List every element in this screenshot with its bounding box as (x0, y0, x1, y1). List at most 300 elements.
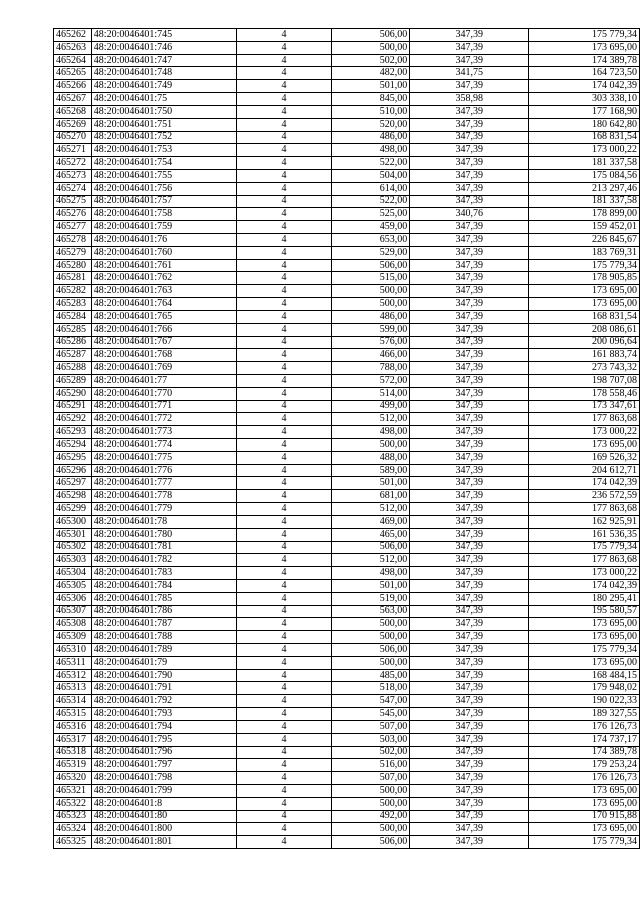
value-cell: 183 769,31 (529, 246, 640, 259)
cadastral-number-cell: 48:20:0046401:75 (91, 93, 237, 106)
cadastral-number-cell: 48:20:0046401:770 (91, 387, 237, 400)
rate-cell: 347,39 (410, 797, 529, 810)
table-row (54, 400, 640, 413)
group-cell: 4 (237, 515, 331, 528)
rate-cell: 347,39 (410, 413, 529, 426)
area-cell: 514,00 (331, 387, 410, 400)
value-cell: 174 737,17 (529, 733, 640, 746)
table-row (54, 67, 640, 80)
group-cell: 4 (237, 592, 331, 605)
table-row (54, 195, 640, 208)
table-row (54, 336, 640, 349)
cadastral-number-cell: 48:20:0046401:755 (91, 169, 237, 182)
cadastral-number-cell: 48:20:0046401:762 (91, 272, 237, 285)
area-cell: 510,00 (331, 105, 410, 118)
cadastral-number-cell: 48:20:0046401:776 (91, 464, 237, 477)
table-row (54, 144, 640, 157)
table-row (54, 310, 640, 323)
row-id-cell: 465283 (54, 298, 92, 311)
group-cell: 4 (237, 285, 331, 298)
rate-cell: 347,39 (410, 157, 529, 170)
rate-cell: 347,39 (410, 515, 529, 528)
cadastral-number-cell: 48:20:0046401:763 (91, 285, 237, 298)
group-cell: 4 (237, 349, 331, 362)
cadastral-number-cell: 48:20:0046401:764 (91, 298, 237, 311)
table-row (54, 41, 640, 54)
value-cell: 180 642,80 (529, 118, 640, 131)
table-row (54, 259, 640, 272)
row-id-cell: 465277 (54, 221, 92, 234)
row-id-cell: 465294 (54, 439, 92, 452)
row-id-cell: 465292 (54, 413, 92, 426)
value-cell: 204 612,71 (529, 464, 640, 477)
value-cell: 174 389,78 (529, 746, 640, 759)
group-cell: 4 (237, 387, 331, 400)
area-cell: 498,00 (331, 144, 410, 157)
row-id-cell: 465264 (54, 54, 92, 67)
rate-cell: 347,39 (410, 836, 529, 849)
area-cell: 515,00 (331, 272, 410, 285)
row-id-cell: 465262 (54, 29, 92, 42)
group-cell: 4 (237, 836, 331, 849)
value-cell: 180 295,41 (529, 592, 640, 605)
cadastral-number-cell: 48:20:0046401:797 (91, 759, 237, 772)
group-cell: 4 (237, 105, 331, 118)
cadastral-number-cell: 48:20:0046401:749 (91, 80, 237, 93)
cadastral-number-cell: 48:20:0046401:760 (91, 246, 237, 259)
row-id-cell: 465287 (54, 349, 92, 362)
area-cell: 498,00 (331, 567, 410, 580)
table-row (54, 477, 640, 490)
row-id-cell: 465299 (54, 503, 92, 516)
table-row (54, 733, 640, 746)
table-row (54, 682, 640, 695)
row-id-cell: 465304 (54, 567, 92, 580)
rate-cell: 347,39 (410, 131, 529, 144)
value-cell: 173 695,00 (529, 285, 640, 298)
group-cell: 4 (237, 234, 331, 247)
group-cell: 4 (237, 41, 331, 54)
rate-cell: 347,39 (410, 80, 529, 93)
table-row (54, 118, 640, 131)
row-id-cell: 465270 (54, 131, 92, 144)
cadastral-number-cell: 48:20:0046401:786 (91, 605, 237, 618)
row-id-cell: 465269 (54, 118, 92, 131)
cadastral-number-cell: 48:20:0046401:790 (91, 669, 237, 682)
group-cell: 4 (237, 823, 331, 836)
row-id-cell: 465322 (54, 797, 92, 810)
row-id-cell: 465321 (54, 784, 92, 797)
cadastral-number-cell: 48:20:0046401:756 (91, 182, 237, 195)
area-cell: 500,00 (331, 823, 410, 836)
cadastral-number-cell: 48:20:0046401:785 (91, 592, 237, 605)
area-cell: 459,00 (331, 221, 410, 234)
area-cell: 506,00 (331, 644, 410, 657)
rate-cell: 347,39 (410, 234, 529, 247)
area-cell: 499,00 (331, 400, 410, 413)
area-cell: 492,00 (331, 810, 410, 823)
group-cell: 4 (237, 323, 331, 336)
cadastral-number-cell: 48:20:0046401:80 (91, 810, 237, 823)
value-cell: 181 337,58 (529, 195, 640, 208)
group-cell: 4 (237, 400, 331, 413)
rate-cell: 347,39 (410, 695, 529, 708)
value-cell: 175 779,34 (529, 259, 640, 272)
value-cell: 161 883,74 (529, 349, 640, 362)
area-cell: 500,00 (331, 618, 410, 631)
rate-cell: 347,39 (410, 285, 529, 298)
cadastral-number-cell: 48:20:0046401:789 (91, 644, 237, 657)
rate-cell: 347,39 (410, 451, 529, 464)
cadastral-number-cell: 48:20:0046401:784 (91, 579, 237, 592)
area-cell: 506,00 (331, 836, 410, 849)
row-id-cell: 465309 (54, 631, 92, 644)
table-row (54, 579, 640, 592)
table-row (54, 720, 640, 733)
row-id-cell: 465301 (54, 528, 92, 541)
cadastral-number-cell: 48:20:0046401:779 (91, 503, 237, 516)
table-row (54, 387, 640, 400)
area-cell: 845,00 (331, 93, 410, 106)
table-row (54, 592, 640, 605)
group-cell: 4 (237, 567, 331, 580)
area-cell: 486,00 (331, 131, 410, 144)
area-cell: 500,00 (331, 439, 410, 452)
table-row (54, 80, 640, 93)
value-cell: 226 845,67 (529, 234, 640, 247)
rate-cell: 341,75 (410, 67, 529, 80)
rate-cell: 347,39 (410, 631, 529, 644)
table-row (54, 54, 640, 67)
rate-cell: 347,39 (410, 810, 529, 823)
group-cell: 4 (237, 759, 331, 772)
row-id-cell: 465323 (54, 810, 92, 823)
value-cell: 178 905,85 (529, 272, 640, 285)
cadastral-number-cell: 48:20:0046401:761 (91, 259, 237, 272)
value-cell: 175 779,34 (529, 541, 640, 554)
cadastral-number-cell: 48:20:0046401:777 (91, 477, 237, 490)
cadastral-number-cell: 48:20:0046401:795 (91, 733, 237, 746)
value-cell: 173 695,00 (529, 784, 640, 797)
table-row (54, 836, 640, 849)
value-cell: 173 000,22 (529, 567, 640, 580)
table-row (54, 439, 640, 452)
area-cell: 518,00 (331, 682, 410, 695)
table-row (54, 93, 640, 106)
row-id-cell: 465291 (54, 400, 92, 413)
row-id-cell: 465312 (54, 669, 92, 682)
value-cell: 173 695,00 (529, 797, 640, 810)
value-cell: 175 779,34 (529, 644, 640, 657)
rate-cell: 347,39 (410, 823, 529, 836)
area-cell: 522,00 (331, 157, 410, 170)
area-cell: 507,00 (331, 772, 410, 785)
table-row (54, 784, 640, 797)
rate-cell: 347,39 (410, 298, 529, 311)
cadastral-number-cell: 48:20:0046401:751 (91, 118, 237, 131)
rate-cell: 347,39 (410, 746, 529, 759)
cadastral-number-cell: 48:20:0046401:748 (91, 67, 237, 80)
area-cell: 466,00 (331, 349, 410, 362)
cadastral-number-cell: 48:20:0046401:79 (91, 656, 237, 669)
row-id-cell: 465300 (54, 515, 92, 528)
row-id-cell: 465284 (54, 310, 92, 323)
area-cell: 498,00 (331, 426, 410, 439)
group-cell: 4 (237, 541, 331, 554)
group-cell: 4 (237, 579, 331, 592)
value-cell: 208 086,61 (529, 323, 640, 336)
value-cell: 179 253,24 (529, 759, 640, 772)
value-cell: 200 096,64 (529, 336, 640, 349)
table-row (54, 234, 640, 247)
group-cell: 4 (237, 221, 331, 234)
row-id-cell: 465271 (54, 144, 92, 157)
cadastral-number-cell: 48:20:0046401:759 (91, 221, 237, 234)
row-id-cell: 465268 (54, 105, 92, 118)
row-id-cell: 465279 (54, 246, 92, 259)
group-cell: 4 (237, 669, 331, 682)
group-cell: 4 (237, 426, 331, 439)
row-id-cell: 465273 (54, 169, 92, 182)
area-cell: 500,00 (331, 784, 410, 797)
group-cell: 4 (237, 618, 331, 631)
rate-cell: 347,39 (410, 464, 529, 477)
group-cell: 4 (237, 246, 331, 259)
table-row (54, 182, 640, 195)
cadastral-number-cell: 48:20:0046401:799 (91, 784, 237, 797)
table-row (54, 644, 640, 657)
row-id-cell: 465318 (54, 746, 92, 759)
rate-cell: 347,39 (410, 41, 529, 54)
table-row (54, 29, 640, 42)
row-id-cell: 465303 (54, 554, 92, 567)
group-cell: 4 (237, 810, 331, 823)
rate-cell: 347,39 (410, 54, 529, 67)
cadastral-number-cell: 48:20:0046401:769 (91, 362, 237, 375)
table-row (54, 374, 640, 387)
rate-cell: 358,98 (410, 93, 529, 106)
area-cell: 653,00 (331, 234, 410, 247)
table-row (54, 618, 640, 631)
rate-cell: 347,39 (410, 195, 529, 208)
table-row (54, 541, 640, 554)
rate-cell: 347,39 (410, 733, 529, 746)
area-cell: 681,00 (331, 490, 410, 503)
cadastral-number-cell: 48:20:0046401:746 (91, 41, 237, 54)
row-id-cell: 465293 (54, 426, 92, 439)
rate-cell: 347,39 (410, 477, 529, 490)
cadastral-number-cell: 48:20:0046401:772 (91, 413, 237, 426)
value-cell: 175 779,34 (529, 29, 640, 42)
area-cell: 502,00 (331, 746, 410, 759)
row-id-cell: 465288 (54, 362, 92, 375)
area-cell: 599,00 (331, 323, 410, 336)
cadastral-number-cell: 48:20:0046401:798 (91, 772, 237, 785)
cadastral-number-cell: 48:20:0046401:791 (91, 682, 237, 695)
rate-cell: 347,39 (410, 362, 529, 375)
area-cell: 529,00 (331, 246, 410, 259)
row-id-cell: 465306 (54, 592, 92, 605)
value-cell: 173 695,00 (529, 618, 640, 631)
cadastral-number-cell: 48:20:0046401:758 (91, 208, 237, 221)
group-cell: 4 (237, 362, 331, 375)
group-cell: 4 (237, 208, 331, 221)
row-id-cell: 465276 (54, 208, 92, 221)
row-id-cell: 465316 (54, 720, 92, 733)
cadastral-number-cell: 48:20:0046401:753 (91, 144, 237, 157)
row-id-cell: 465297 (54, 477, 92, 490)
table-row (54, 272, 640, 285)
rate-cell: 347,39 (410, 503, 529, 516)
rate-cell: 347,39 (410, 618, 529, 631)
table-row (54, 157, 640, 170)
value-cell: 173 000,22 (529, 144, 640, 157)
row-id-cell: 465265 (54, 67, 92, 80)
value-cell: 169 526,32 (529, 451, 640, 464)
row-id-cell: 465298 (54, 490, 92, 503)
row-id-cell: 465267 (54, 93, 92, 106)
value-cell: 173 347,61 (529, 400, 640, 413)
cadastral-number-cell: 48:20:0046401:774 (91, 439, 237, 452)
row-id-cell: 465305 (54, 579, 92, 592)
value-cell: 303 338,10 (529, 93, 640, 106)
group-cell: 4 (237, 772, 331, 785)
group-cell: 4 (237, 797, 331, 810)
row-id-cell: 465308 (54, 618, 92, 631)
group-cell: 4 (237, 336, 331, 349)
rate-cell: 347,39 (410, 105, 529, 118)
rate-cell: 347,39 (410, 656, 529, 669)
table-row (54, 669, 640, 682)
group-cell: 4 (237, 733, 331, 746)
row-id-cell: 465310 (54, 644, 92, 657)
value-cell: 175 779,34 (529, 836, 640, 849)
area-cell: 547,00 (331, 695, 410, 708)
value-cell: 178 558,46 (529, 387, 640, 400)
group-cell: 4 (237, 80, 331, 93)
row-id-cell: 465307 (54, 605, 92, 618)
area-cell: 503,00 (331, 733, 410, 746)
table-row (54, 746, 640, 759)
group-cell: 4 (237, 169, 331, 182)
cadastral-number-cell: 48:20:0046401:793 (91, 708, 237, 721)
table-row (54, 515, 640, 528)
row-id-cell: 465314 (54, 695, 92, 708)
rate-cell: 347,39 (410, 759, 529, 772)
row-id-cell: 465313 (54, 682, 92, 695)
group-cell: 4 (237, 131, 331, 144)
cadastral-number-cell: 48:20:0046401:771 (91, 400, 237, 413)
row-id-cell: 465315 (54, 708, 92, 721)
cadastral-number-cell: 48:20:0046401:773 (91, 426, 237, 439)
value-cell: 181 337,58 (529, 157, 640, 170)
value-cell: 177 863,68 (529, 413, 640, 426)
value-cell: 198 707,08 (529, 374, 640, 387)
area-cell: 500,00 (331, 41, 410, 54)
table-row (54, 169, 640, 182)
area-cell: 572,00 (331, 374, 410, 387)
area-cell: 516,00 (331, 759, 410, 772)
value-cell: 161 536,35 (529, 528, 640, 541)
group-cell: 4 (237, 682, 331, 695)
rate-cell: 347,39 (410, 567, 529, 580)
table-row (54, 797, 640, 810)
cadastral-number-cell: 48:20:0046401:754 (91, 157, 237, 170)
group-cell: 4 (237, 93, 331, 106)
table-row (54, 810, 640, 823)
rate-cell: 347,39 (410, 29, 529, 42)
row-id-cell: 465266 (54, 80, 92, 93)
area-cell: 500,00 (331, 298, 410, 311)
value-cell: 175 084,56 (529, 169, 640, 182)
area-cell: 520,00 (331, 118, 410, 131)
rate-cell: 347,39 (410, 554, 529, 567)
cadastral-number-cell: 48:20:0046401:745 (91, 29, 237, 42)
value-cell: 189 327,55 (529, 708, 640, 721)
row-id-cell: 465275 (54, 195, 92, 208)
rate-cell: 347,39 (410, 772, 529, 785)
value-cell: 173 695,00 (529, 298, 640, 311)
area-cell: 545,00 (331, 708, 410, 721)
table-row (54, 208, 640, 221)
value-cell: 174 389,78 (529, 54, 640, 67)
rate-cell: 347,39 (410, 579, 529, 592)
area-cell: 500,00 (331, 797, 410, 810)
cadastral-number-cell: 48:20:0046401:747 (91, 54, 237, 67)
row-id-cell: 465285 (54, 323, 92, 336)
value-cell: 176 126,73 (529, 720, 640, 733)
value-cell: 174 042,39 (529, 80, 640, 93)
rate-cell: 347,39 (410, 400, 529, 413)
cadastral-number-cell: 48:20:0046401:782 (91, 554, 237, 567)
table-row (54, 490, 640, 503)
value-cell: 170 915,88 (529, 810, 640, 823)
value-cell: 178 899,00 (529, 208, 640, 221)
table-row (54, 656, 640, 669)
area-cell: 502,00 (331, 54, 410, 67)
group-cell: 4 (237, 746, 331, 759)
table-row (54, 131, 640, 144)
rate-cell: 347,39 (410, 182, 529, 195)
row-id-cell: 465278 (54, 234, 92, 247)
area-cell: 788,00 (331, 362, 410, 375)
value-cell: 173 695,00 (529, 631, 640, 644)
area-cell: 512,00 (331, 503, 410, 516)
value-cell: 177 863,68 (529, 554, 640, 567)
area-cell: 482,00 (331, 67, 410, 80)
row-id-cell: 465290 (54, 387, 92, 400)
row-id-cell: 465311 (54, 656, 92, 669)
rate-cell: 347,39 (410, 118, 529, 131)
rate-cell: 347,39 (410, 374, 529, 387)
group-cell: 4 (237, 503, 331, 516)
group-cell: 4 (237, 413, 331, 426)
cadastral-number-cell: 48:20:0046401:788 (91, 631, 237, 644)
row-id-cell: 465263 (54, 41, 92, 54)
table-row (54, 221, 640, 234)
area-cell: 486,00 (331, 310, 410, 323)
table-row (54, 285, 640, 298)
area-cell: 576,00 (331, 336, 410, 349)
area-cell: 469,00 (331, 515, 410, 528)
row-id-cell: 465274 (54, 182, 92, 195)
table-row (54, 605, 640, 618)
group-cell: 4 (237, 374, 331, 387)
area-cell: 589,00 (331, 464, 410, 477)
rate-cell: 347,39 (410, 387, 529, 400)
value-cell: 179 948,02 (529, 682, 640, 695)
value-cell: 168 484,15 (529, 669, 640, 682)
